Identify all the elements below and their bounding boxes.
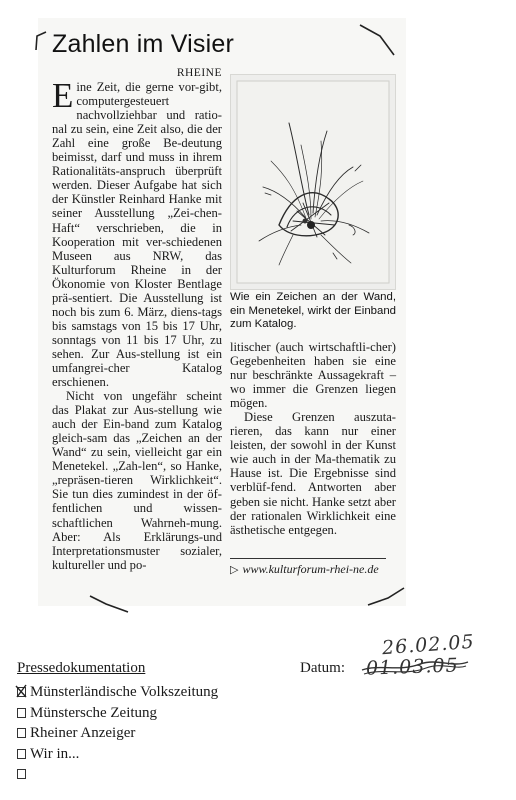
checklist-label: Wir in... [30,745,80,762]
handwritten-date: 26.02.05 [381,630,476,660]
article-column-left [52,66,222,572]
date-label: Datum: [300,660,345,676]
triangle-arrow-icon: ▷ [230,564,239,576]
checklist-label: Münstersche Zeitung [30,704,158,721]
struck-date: 01.03.05 [365,654,459,680]
dropcap-letter: E [52,76,74,116]
checklist-item[interactable] [17,764,218,785]
checkbox[interactable] [17,769,26,779]
checkbox[interactable] [17,728,26,738]
checklist-label: Rheiner Anzeiger [30,725,136,741]
scribble-drawing [231,75,395,289]
strikethrough-scribble [360,654,470,680]
checklist-label: Münsterländische Volkszeitung [30,684,219,700]
catalog-cover-photo [230,74,396,290]
checklist-item[interactable] [17,723,218,744]
kulturforum-link[interactable]: www.kulturforum-rhei-ne.de [242,562,379,576]
corner-mark-bottom-left [88,592,130,616]
article-weblink [230,562,396,577]
article-dateline: RHEINE [176,67,222,79]
corner-mark-top-left [34,30,48,52]
article-column-right [230,340,396,537]
corner-mark-bottom-right [366,586,406,608]
checklist-item[interactable] [17,682,218,703]
column-rule [230,558,386,559]
article-paragraph: Nicht von ungefähr scheint das Plakat zur Aus-stellung wie auch der Ein-band zum Katalog gleich-sam das „Zeichen an der Wand“ zu sein, vielleicht gar ein Menetekel. „Zah-len“, so Hanke, „repräsen-tieren Wirklichkeit“. Sie tun dies zumindest in der öf-fentlichen und wissen-schaftlichen Wahrneh-mung. Aber: Als Erklärungs-und Interpretationsmuster sozialer, kultureller und po- [52,389,222,572]
check-mark-icon [15,683,29,699]
checkbox[interactable] [17,708,26,718]
article-paragraph-text: ine Zeit, die gerne vor-gibt, computergesteuert nachvollziehbar und ratio-nal zu sein, eine Zeit also, die der Zahl eine große Be-deutung beimisst, darf und muss in ihrem Rationalitäts-anspruch überprüft werden. Dieser Aufgabe hat sich der Künstler Reinhard Hanke mit seiner Ausstellung „Zei-chen-Haft“ verschrieben, die in Kooperation mit ver-schiedenen Museen aus NRW, das Kulturforum Rheine in der Ökonomie von Kloster Bentlage prä-sentiert. Die Ausstellung ist noch bis zum 6. März, diens-tags bis samstags von 15 bis 17 Uhr, sonntags von 11 bis 17 Uhr, zu sehen. Zur Aus-stellung ist ein umfangrei-cher Katalog erschienen. [52,80,222,390]
photo-caption: Wie ein Zeichen an der Wand, ein Menetekel, wirkt der Einband zum Katalog. [230,291,396,330]
article-paragraph [52,76,222,390]
article-paragraph: litischer (auch wirtschaftli-cher) Gegebenheiten haben sie eine nur beschränkte Aussagekraft – wo immer die Grenzen liegen mögen. [230,340,396,411]
checkbox[interactable] [17,749,26,759]
checklist-item[interactable] [17,703,218,724]
article-paragraph: Diese Grenzen auszuta-rieren, das kann nur einer leisten, der sowohl in der Kunst wie auch in der Ma-thematik zu Hause ist. Die Ergebnisse sind verblüf-fend. Antworten aber geben sie nicht. Hanke setzt aber der rationalen Wirklichkeit eine ästhetische entgegen. [230,410,396,537]
checklist-item[interactable] [17,744,218,765]
newspaper-checklist [17,682,218,785]
article-headline: Zahlen im Visier [52,30,234,58]
press-documentation-heading: Pressedokumentation [17,660,146,676]
corner-mark-top-right [356,22,396,58]
